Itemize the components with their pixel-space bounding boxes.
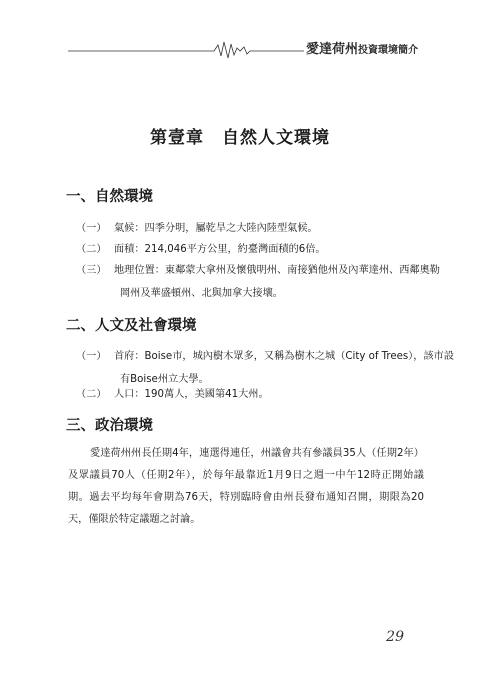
section-heading-natural: 一、自然環境 <box>66 188 153 205</box>
list-item-capital <box>76 346 455 367</box>
item-number: （一） <box>76 351 107 362</box>
politics-paragraph: 愛達荷州州長任期4年，連選得連任，州議會共有參議員35人（任期2年）及眾議員70人（任期2年），於每年最靠近1月9日之週一中午12時正開始議期。過去平均每年會期為76天，特別臨時會由州長發布通知召開，期限為20天，僅限於特定議題之討論。 <box>68 448 424 525</box>
item-text: 地理位置：東鄰蒙大拿州及懷俄明州、南接猶他州及內華達州、西鄰奧勒 <box>114 265 440 276</box>
page-number: 29 <box>386 629 404 645</box>
list-item-location <box>76 260 440 281</box>
list-item-capital-cont: 有Boise州立大學。 <box>120 374 209 385</box>
header-title-sub: 投資環境簡介 <box>358 45 418 56</box>
section-heading-politics: 三、政治環境 <box>66 417 153 434</box>
chapter-title: 第壹章 自然人文環境 <box>150 128 330 148</box>
list-item-area <box>76 239 428 260</box>
item-number: （一） <box>76 223 107 234</box>
header-title-main: 愛達荷州 <box>305 42 358 57</box>
list-item-climate <box>76 218 428 239</box>
item-number: （三） <box>76 265 107 276</box>
item-number: （二） <box>76 389 107 400</box>
list-item-population <box>76 384 428 405</box>
header-title <box>306 38 418 57</box>
item-text: 面積：214,046平方公里，約臺灣面積的6倍。 <box>114 244 326 255</box>
list-item-location-cont: 岡州及華盛頓州、北與加拿大接壤。 <box>120 288 283 299</box>
section-heading-society: 二、人文及社會環境 <box>66 317 197 334</box>
item-text: 氣候：四季分明，屬乾旱之大陸內陸型氣候。 <box>114 223 318 234</box>
item-number: （二） <box>76 244 107 255</box>
running-header <box>68 36 420 60</box>
item-text: 人口：190萬人，美國第41大州。 <box>114 389 269 400</box>
item-text: 首府：Boise市，城內樹木眾多，又稱為樹木之城（City of Trees），該市設 <box>114 351 455 362</box>
